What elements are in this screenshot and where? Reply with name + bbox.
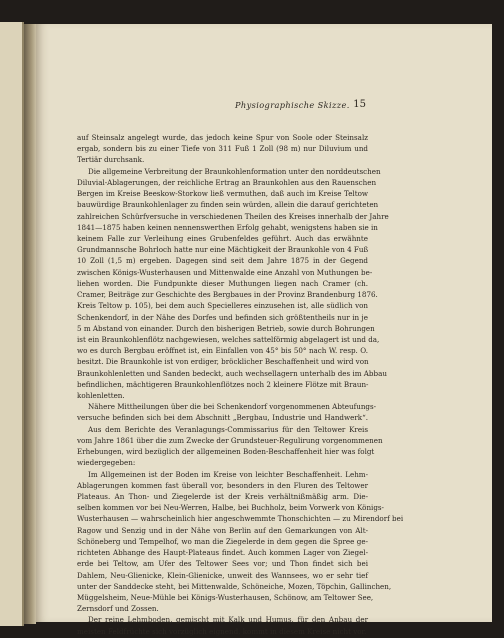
text-line: keinem Falle zur Verleihung eines Grubenfeldes geführt. Auch das erwähnte: [77, 233, 368, 243]
text-line: ergab, sondern bis zu einer Tiefe von 311 Fuß 1 Zoll (98 m) nur Diluvium und: [77, 144, 368, 154]
text-line: Zernsdorf und Zossen.: [77, 604, 159, 614]
text-line: befindlichen, mächtigeren Braunkohlenflötzes noch 2 kleinere Flötze mit Braun-: [77, 379, 369, 389]
running-title: Physiographische Skizze.: [235, 100, 350, 110]
text-line: Bergen im Kreise Beeskow-Storkow ließ vermuthen, daß auch im Kreise Teltow: [77, 189, 368, 199]
text-line: richteten Abhange des Haupt-Plateaus findet. Auch kommen Lager von Ziegel-: [77, 548, 368, 558]
text-line: zahlreichen Schürfversuche in verschiedenen Theilen des Kreises innerhalb der Jahre: [77, 211, 389, 221]
text-line: Diluvial-Ablagerungen, der reichliche Ertrag an Braunkohlen aus den Rauenschen: [77, 177, 377, 187]
book-spine: [24, 24, 36, 624]
text-line: wiedergegeben:: [77, 458, 136, 468]
text-line: wo es durch Bergbau eröffnet ist, ein Einfallen von 45° bis 50° nach W. resp. O.: [77, 346, 368, 356]
text-line: Dahlem, Neu-Glienicke, Klein-Glienicke, unweit des Wannsees, wo er sehr tief: [77, 570, 368, 580]
text-line: Schenkendorf, in der Nähe des Dorfes und befinden sich größtentheils nur in je: [77, 312, 368, 322]
text-line: vom Jahre 1861 über die zum Zwecke der Grundsteuer-Regulirung vorgenommenen: [77, 435, 383, 445]
text-line: Braunkohlenletten und Sanden bedeckt, auch wechsellagern unterhalb des im Abbau: [77, 368, 387, 378]
text-line: unter der Sanddecke steht, bei Mittenwalde, Schöneiche, Mozen, Töpchin, Gallinchen,: [77, 581, 392, 591]
text-line: Müggelsheim, Neue-Mühle bei Königs-Wusterhausen, Schönow, am Teltower See,: [77, 592, 374, 602]
page-header: [36, 100, 492, 112]
text-line: erde bei Teltow, am Ufer des Teltower Sees vor; und Thon findet sich bei: [77, 559, 368, 569]
text-line: Kreis Teltow p. 105), bei dem auch Specielleres einzusehen ist, alle südlich von: [77, 301, 368, 311]
text-line: 1841—1875 haben keinen nennenswerthen Erfolg gehabt, wenigstens haben sie in: [77, 222, 378, 232]
text-line: Aus dem Berichte des Veranlagungs-Commissarius für den Teltower Kreis: [88, 424, 368, 434]
page-number: 15: [353, 99, 366, 110]
text-line: Ablagerungen kommen fast überall vor, besonders in den Fluren des Teltower: [77, 480, 368, 490]
text-line: Grundmannsche Bohrloch hatte nur eine Mächtigkeit der Braunkohle von 4 Fuß: [77, 245, 369, 255]
text-line: Schöneberg und Tempelhof, wo man die Ziegelerde in dem gegen die Spree ge-: [77, 536, 368, 546]
text-line: kohlenletten.: [77, 391, 125, 401]
text-line: 5 m Abstand von einander. Durch den bisherigen Betrieb, sowie durch Bohrungen: [77, 323, 375, 333]
text-line: versuche befinden sich bei dem Abschnitt „Bergbau, Industrie und Handwerk“.: [77, 413, 368, 423]
text-line: ist ein Braunkohlenflötz nachgewiesen, welches sattelförmig abgelagert ist und da,: [77, 334, 380, 344]
text-line: Der reine Lehmboden, gemischt mit Kalk und Humus, für den Anbau der: [88, 615, 368, 625]
text-line: besitzt. Die Braunkohle ist von erdiger, bröcklicher Beschaffenheit und wird von: [77, 357, 369, 367]
text-line: meisten Feldfrüchte sich vorzüglich eignend, kommt in diesem Kreise nicht vor.: [77, 626, 367, 636]
text-line: bauwürdige Braunkohlenlager zu finden sein würden, allein die darauf gerichteten: [77, 200, 379, 210]
text-line: Cramer, Beiträge zur Geschichte des Bergbaues in der Provinz Brandenburg 1876.: [77, 290, 378, 300]
text-line: zwischen Königs-Wusterhausen und Mittenwalde eine Anzahl von Muthungen be-: [77, 267, 373, 277]
text-line: Tertiär durchsank.: [77, 155, 145, 165]
text-line: Ragow und Senzig und in der Nähe von Berlin auf den Gemarkungen von Alt-: [77, 525, 368, 535]
text-line: Nähere Mittheilungen über die bei Schenkendorf vorgenommenen Abteufungs-: [88, 402, 377, 412]
body-text: [77, 132, 404, 637]
text-line: auf Steinsalz angelegt wurde, das jedoch keine Spur von Soole oder Steinsalz: [77, 133, 368, 142]
text-line: 10 Zoll (1,5 m) ergeben. Dagegen sind seit dem Jahre 1875 in der Gegend: [77, 256, 368, 266]
text-line: Die allgemeine Verbreitung der Braunkohlenformation unter den norddeutschen: [88, 166, 381, 176]
text-line: Wusterhausen — wahrscheinlich hier angeschwemmte Thonschichten — zu Mirendorf bei: [77, 514, 404, 524]
text-line: Im Allgemeinen ist der Boden im Kreise von leichter Beschaffenheit. Lehm-: [88, 469, 368, 479]
text-line: Plateaus. An Thon- und Ziegelerde ist der Kreis verhältnißmäßig arm. Die-: [77, 492, 368, 501]
text-line: liehen worden. Die Fundpunkte dieser Muthungen liegen nach Cramer (ch.: [77, 278, 368, 288]
text-line: Erhebungen, wird bezüglich der allgemeinen Boden-Beschaffenheit hier was folgt: [77, 447, 375, 457]
text-line: selben kommen vor bei Neu-Werren, Halbe, bei Buchholz, beim Vorwerk von Königs-: [77, 503, 384, 513]
facing-page-edge: [0, 22, 24, 626]
book-page: [36, 24, 492, 636]
